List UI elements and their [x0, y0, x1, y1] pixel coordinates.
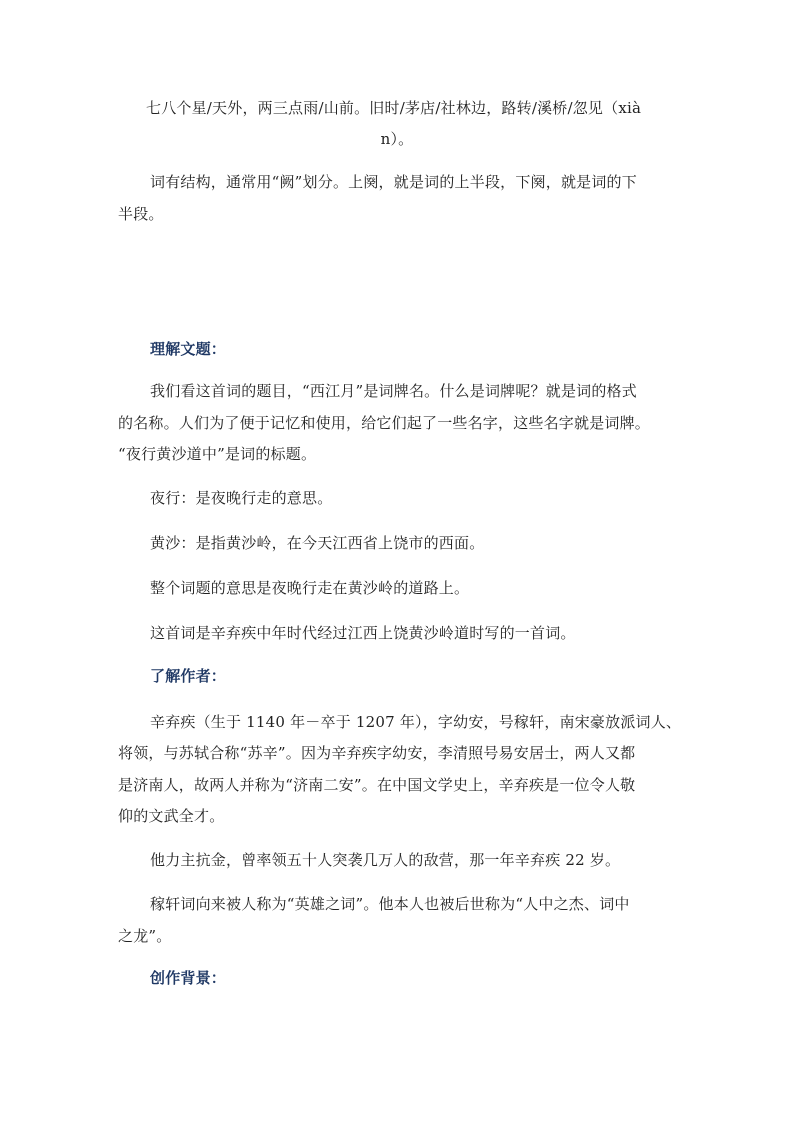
- understand-p1-line-2: 的名称。人们为了便于记忆和使用，给它们起了一些名字，这些名字就是词牌。: [118, 414, 651, 432]
- author-p1-line-2: 将领，与苏轼合称“苏辛”。因为辛弃疾字幼安，李清照号易安居士，两人又都: [118, 744, 636, 762]
- understand-p5: 这首词是辛弃疾中年时代经过江西上饶黄沙岭道时写的一首词。: [150, 624, 576, 642]
- understand-p1-line-1: 我们看这首词的题目，“西江月”是词牌名。什么是词牌呢？就是词的格式: [150, 382, 637, 400]
- intro-line-1: 词有结构，通常用“阙”划分。上阕，就是词的上半段，下阕，就是词的下: [150, 173, 637, 191]
- poem-line-2: n）。: [380, 130, 414, 148]
- heading-background: 创作背景：: [150, 969, 227, 987]
- heading-author: 了解作者：: [150, 667, 227, 685]
- author-p2: 他力主抗金，曾率领五十人突袭几万人的敌营，那一年辛弃疾 22 岁。: [150, 851, 621, 869]
- poem-line-1: 七八个星/天外，两三点雨/山前。旧时/茅店/社林边，路转/溪桥/忽见（xià: [146, 99, 642, 117]
- heading-understand-title: 理解文题：: [150, 340, 227, 358]
- author-p1-line-4: 仰的文武全才。: [118, 807, 225, 825]
- author-p1-line-1: 辛弃疾（生于 1140 年－卒于 1207 年），字幼安，号稼轩，南宋豪放派词人、: [150, 713, 682, 731]
- understand-p4: 整个词题的意思是夜晚行走在黄沙岭的道路上。: [150, 579, 470, 597]
- author-p1-line-3: 是济南人，故两人并称为“济南二安”。在中国文学史上，辛弃疾是一位令人敬: [118, 776, 636, 794]
- author-p3-line-2: 之龙”。: [118, 927, 172, 945]
- understand-p1-line-3: “夜行黄沙道中”是词的标题。: [118, 445, 317, 463]
- author-p3-line-1: 稼轩词向来被人称为“英雄之词”。他本人也被后世称为“人中之杰、词中: [150, 895, 630, 913]
- understand-p2: 夜行：是夜晚行走的意思。: [150, 489, 333, 507]
- intro-line-2: 半段。: [118, 205, 164, 223]
- understand-p3: 黄沙：是指黄沙岭，在今天江西省上饶市的西面。: [150, 534, 485, 552]
